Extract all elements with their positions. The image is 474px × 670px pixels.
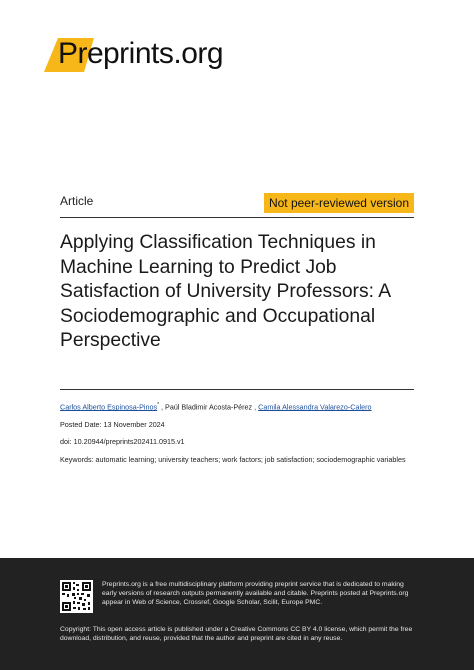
qr-code-icon <box>60 580 93 613</box>
author-link-1[interactable]: Carlos Alberto Espinosa-Pinos <box>60 402 158 412</box>
footer-copyright-text: Copyright: This open access article is published under a Creative Commons CC BY 4.0 license, which permit the free download, distribution, and reuse, provided that the author and preprint are cited in any reuse. <box>60 626 413 643</box>
top-divider <box>60 217 414 218</box>
author-link-3[interactable]: Camila Alessandra Valarezo-Calero <box>258 402 372 412</box>
middle-divider <box>60 389 414 390</box>
footer-about-text: Preprints.org is a free multidisciplinary platform providing preprint service that is dedicated to making early versions of research outputs permanently available and citable. Preprints posted at Preprints.org appear in Web of Science, Crossref, Google Scholar, Scilit, Europe PMC. <box>102 581 409 607</box>
author-separator: , <box>252 402 259 412</box>
peer-review-status-badge: Not peer-reviewed version <box>264 193 414 213</box>
footer-panel <box>0 558 474 670</box>
logo-text-pre: Pre <box>58 37 104 70</box>
author-2: Paúl Bladimir Acosta-Pérez <box>165 402 253 412</box>
author-list <box>60 402 414 411</box>
keywords: Keywords: automatic learning; university teachers; work factors; job satisfaction; sociodemographic variables <box>60 455 406 464</box>
logo-text-rest: prints.org <box>103 37 224 70</box>
posted-date: Posted Date: 13 November 2024 <box>60 420 165 429</box>
author-separator: , <box>159 402 166 412</box>
article-type-label: Article <box>60 194 94 208</box>
paper-title: Applying Classification Techniques in Machine Learning to Predict Job Satisfaction of University Professors: A Sociodemographic and Occupational Perspective <box>60 232 391 351</box>
corresponding-author-mark: * <box>157 402 160 408</box>
doi[interactable]: doi: 10.20944/preprints202411.0915.v1 <box>60 437 185 446</box>
